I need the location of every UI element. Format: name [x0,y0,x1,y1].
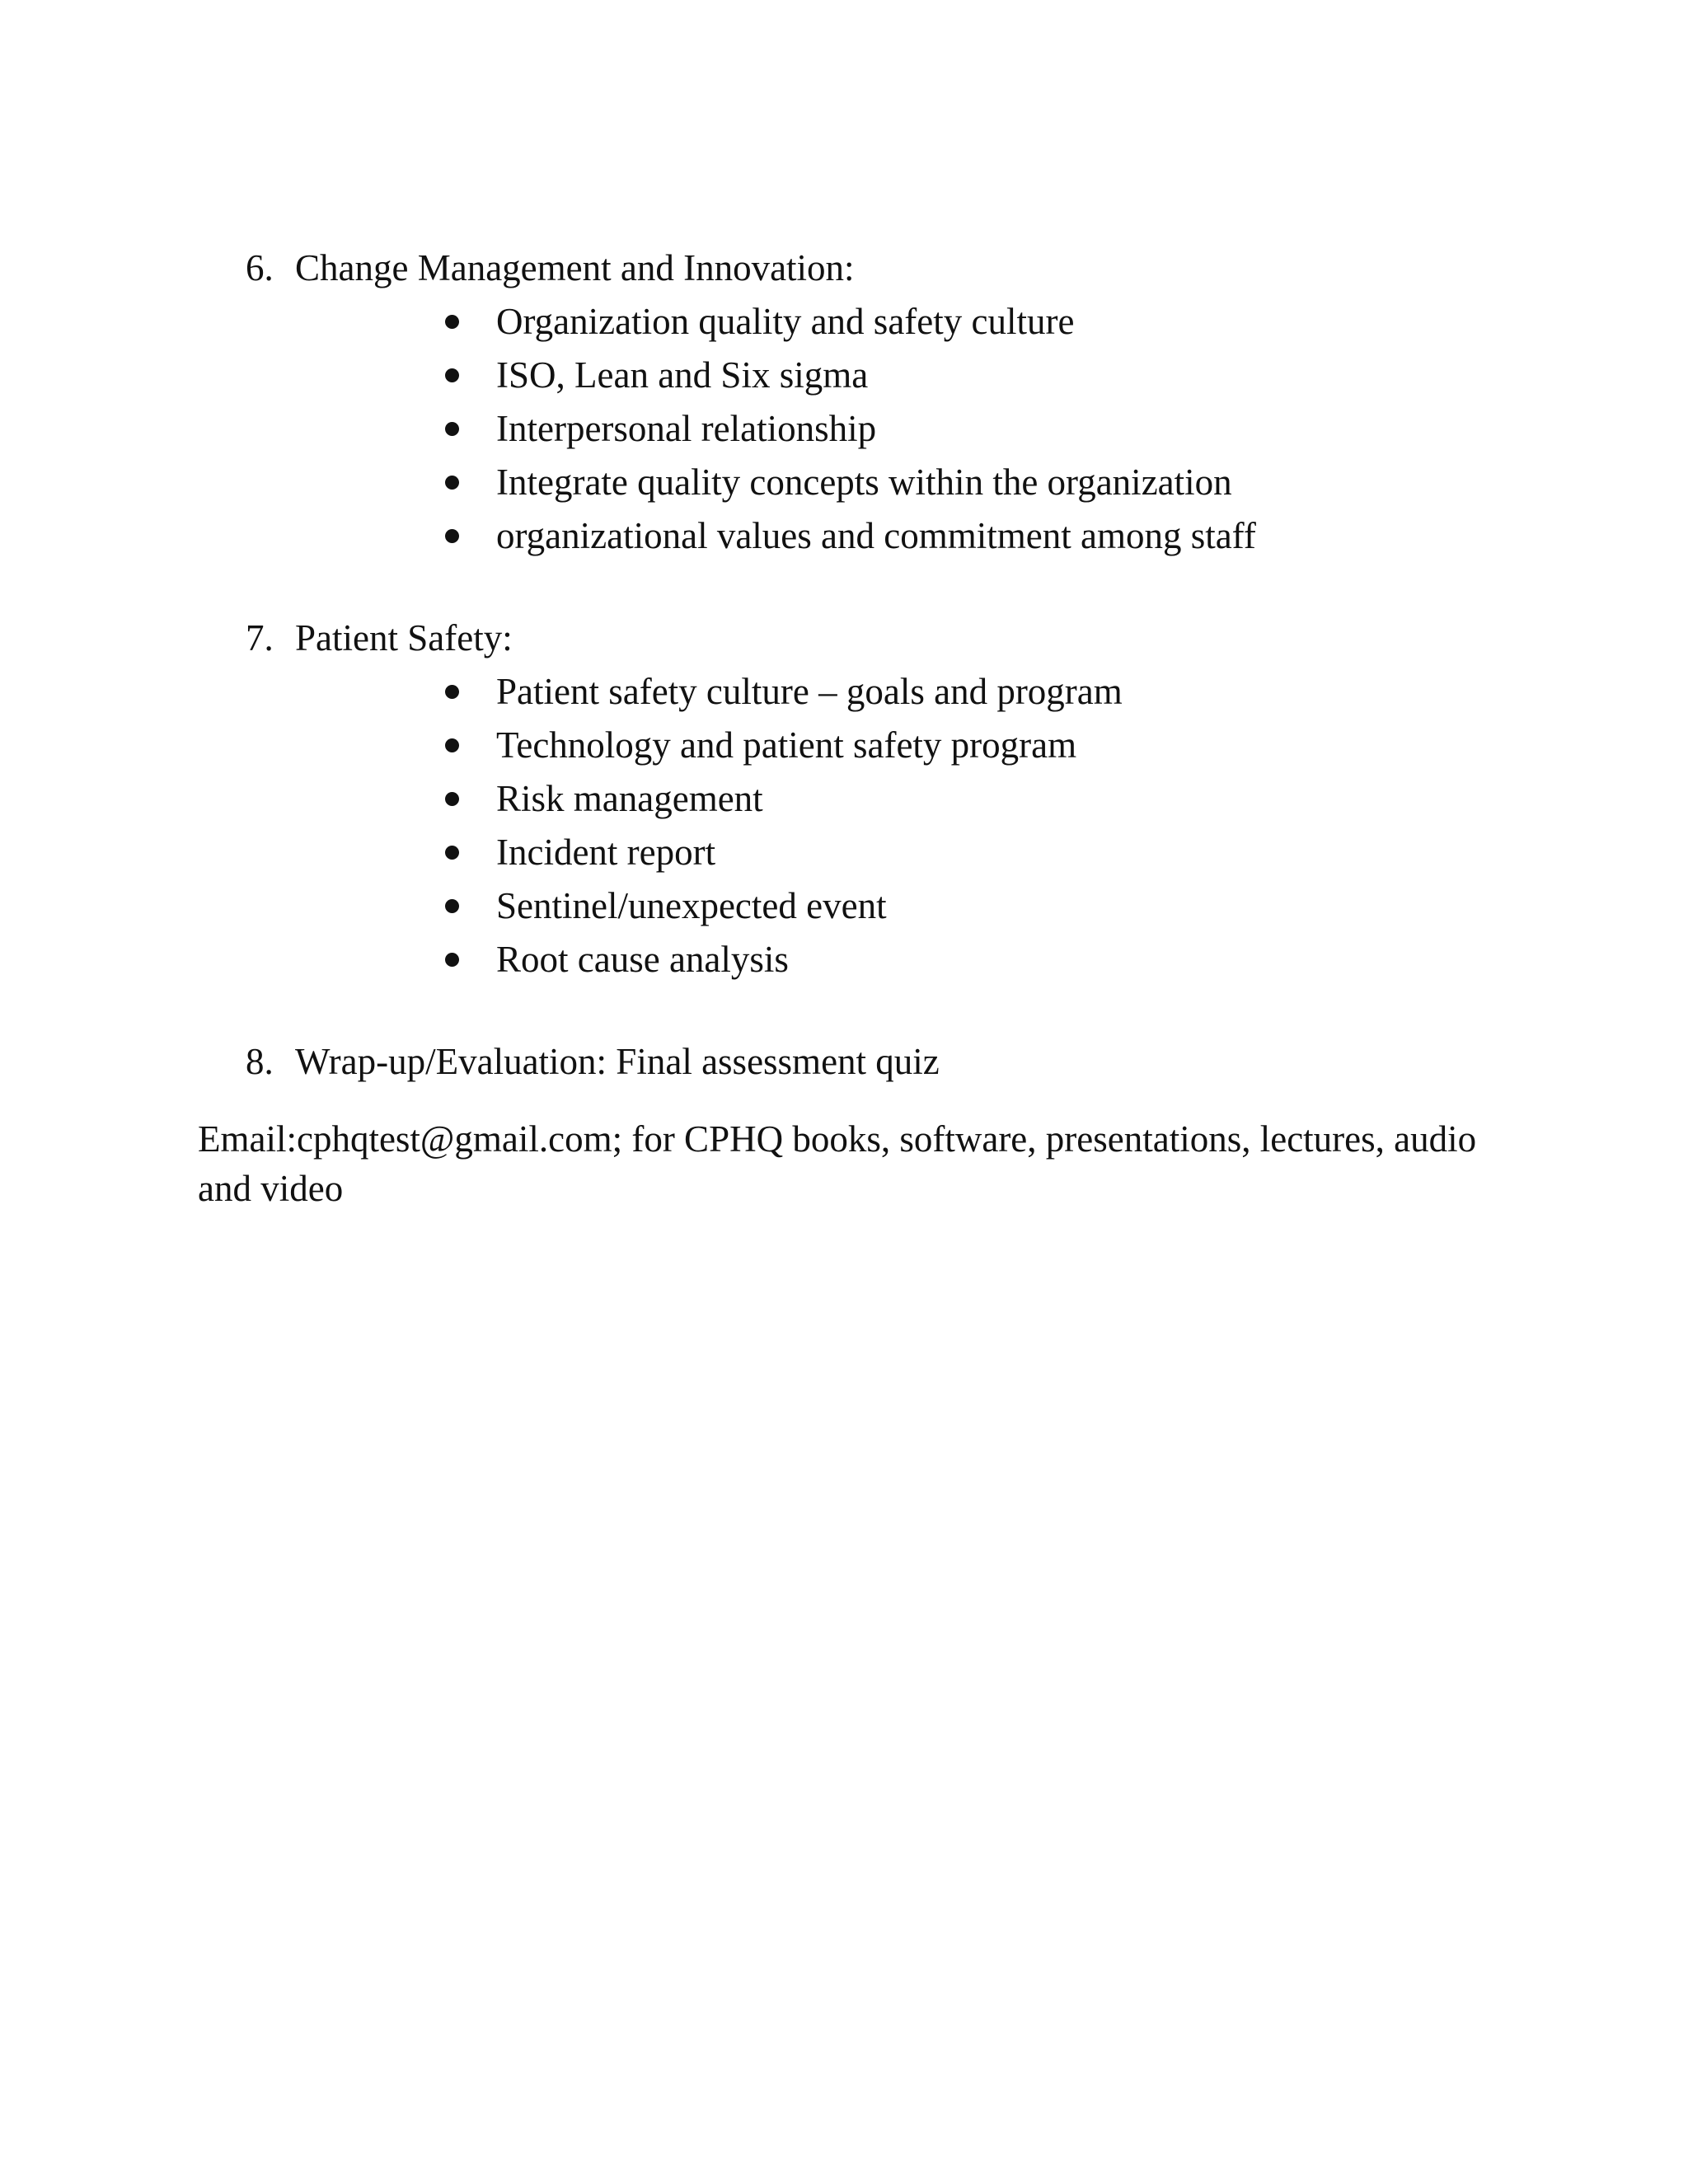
list-item-text: Root cause analysis [496,939,789,980]
list-item-text: Technology and patient safety program [496,724,1077,766]
contact-paragraph: Email:cphqtest@gmail.com; for CPHQ books, software, presentations, lectures, audio and video [198,1118,1477,1209]
list-item-text: Risk management [496,778,763,819]
list-item-text: organizational values and commitment among staff [496,515,1256,556]
bullet-icon [445,792,459,806]
list-item-text: Sentinel/unexpected event [496,885,887,926]
bullet-icon [445,738,459,752]
list-item-text: Organization quality and safety culture [496,301,1075,342]
bullet-icon [445,899,459,913]
section-number: 6. [246,247,274,288]
section-title: Patient Safety: [295,617,513,658]
list-item-text: Incident report [496,832,716,873]
bullet-icon [445,476,459,490]
bullet-icon [445,685,459,699]
list-item-text: Interpersonal relationship [496,408,877,449]
section-title: Wrap-up/Evaluation: Final assessment quiz [295,1041,940,1082]
list-item-text: ISO, Lean and Six sigma [496,354,869,396]
list-item-text: Integrate quality concepts within the organization [496,462,1232,503]
section-number: 7. [246,617,274,658]
bullet-icon [445,315,459,329]
bullet-icon [445,846,459,860]
section-number: 8. [246,1041,274,1082]
bullet-icon [445,368,459,382]
bullet-icon [445,953,459,967]
section-title: Change Management and Innovation: [295,247,855,288]
bullet-icon [445,422,459,436]
bullet-icon [445,529,459,543]
list-item-text: Patient safety culture – goals and program [496,671,1123,712]
